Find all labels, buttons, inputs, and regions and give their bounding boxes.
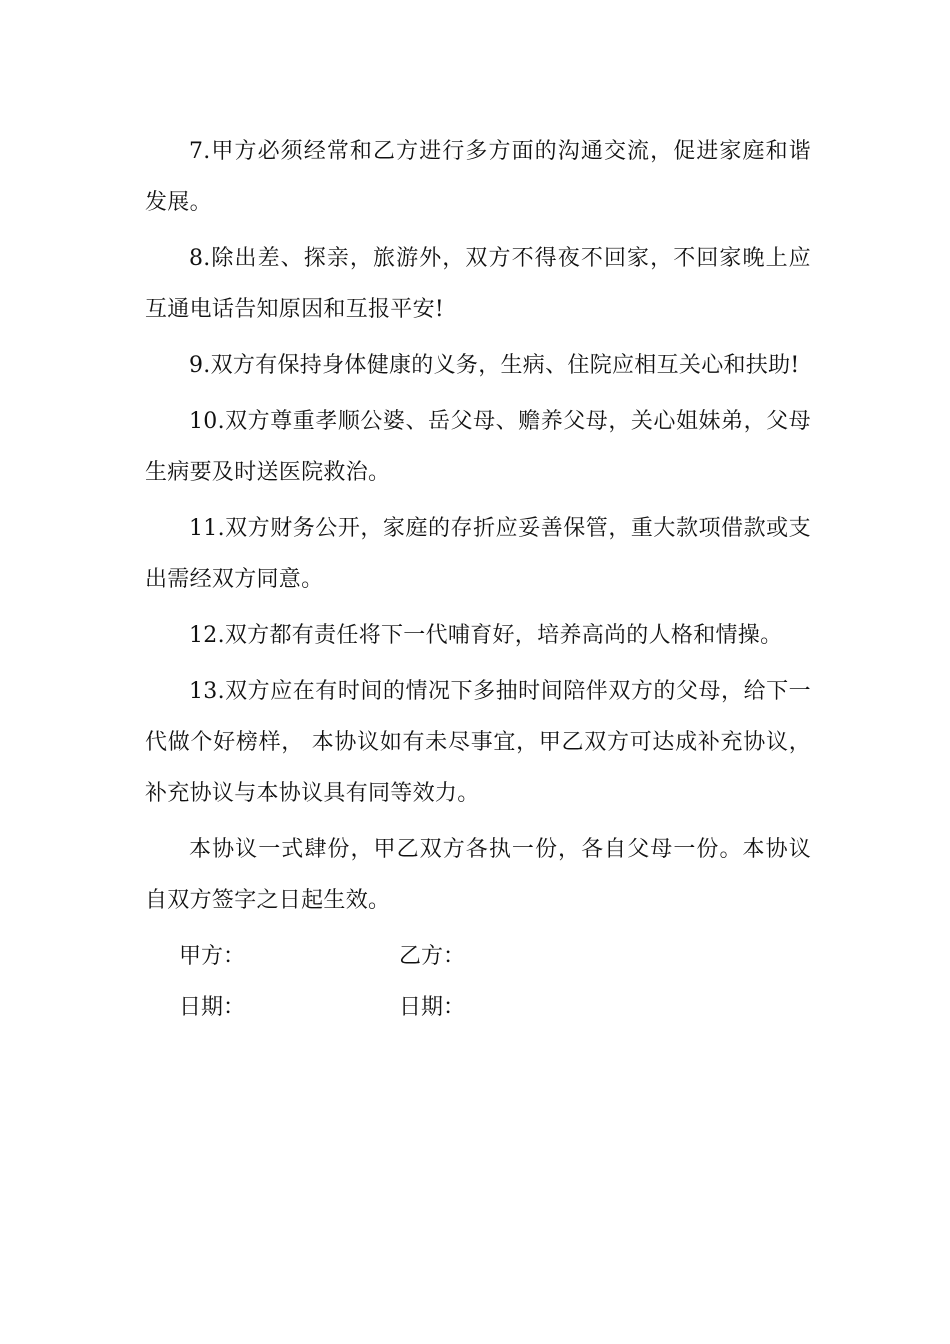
document-body (145, 126, 811, 1033)
clause-8: 8.除出差、探亲，旅游外，双方不得夜不回家，不回家晚上应互通电话告知原因和互报平安! (145, 246, 811, 322)
effective-clause: 本协议一式肆份，甲乙双方各执一份，各自父母一份。本协议自双方签字之日起生效。 (145, 837, 811, 913)
date-row (145, 982, 811, 1033)
party-b-signature-label: 乙方： (399, 944, 466, 969)
clause-12: 12.双方都有责任将下一代哺育好，培养高尚的人格和情操。 (189, 623, 783, 648)
clause-11: 11.双方财务公开，家庭的存折应妥善保管，重大款项借款或支出需经双方同意。 (145, 516, 811, 592)
party-a-signature-label: 甲方： (179, 944, 246, 969)
clause-10: 10.双方尊重孝顺公婆、岳父母、赡养父母，关心姐妹弟，父母生病要及时送医院救治。 (145, 409, 811, 485)
signature-row (145, 931, 811, 982)
party-b-date-label: 日期： (399, 995, 466, 1020)
clause-13: 13.双方应在有时间的情况下多抽时间陪伴双方的父母，给下一代做个好榜样， 本协议如有未尽事宜，甲乙双方可达成补充协议，补充协议与本协议具有同等效力。 (145, 679, 811, 806)
clause-9: 9.双方有保持身体健康的义务，生病、住院应相互关心和扶助! (189, 353, 800, 378)
clause-7: 7.甲方必须经常和乙方进行多方面的沟通交流，促进家庭和谐发展。 (145, 139, 811, 215)
party-a-date-label: 日期： (179, 995, 246, 1020)
